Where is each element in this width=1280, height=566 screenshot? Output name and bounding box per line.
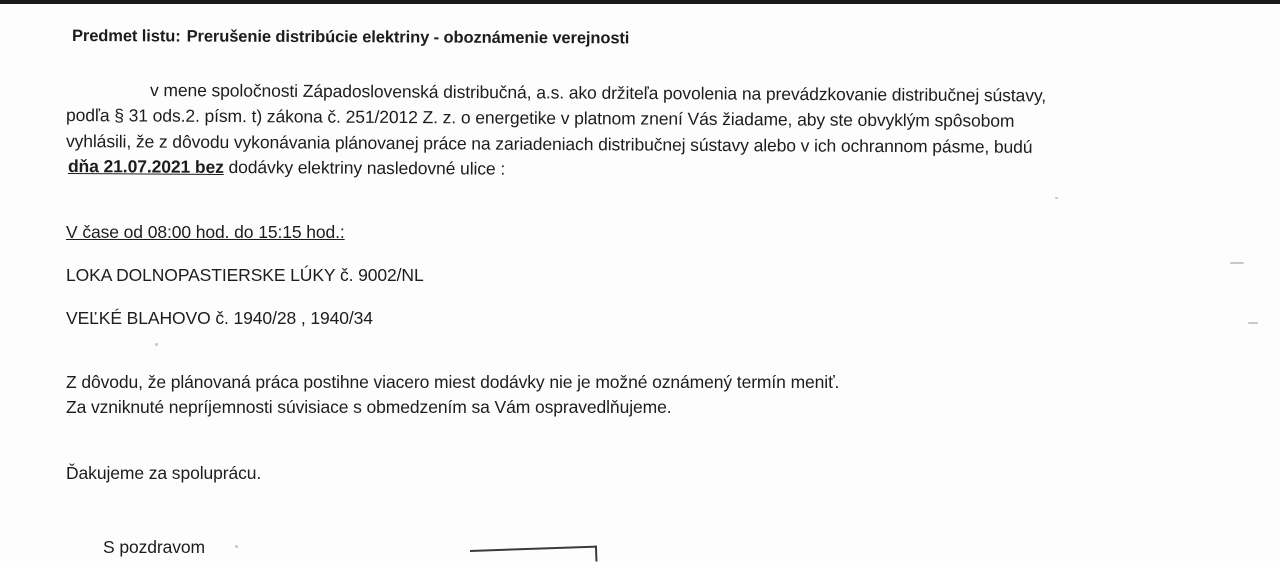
scan-speck — [1230, 262, 1244, 264]
regards-line: S pozdravom — [103, 537, 206, 557]
scan-speck — [1055, 197, 1058, 199]
body-line-2: podľa § 31 ods.2. písm. t) zákona č. 251/2012 Z. z. o energetike v platnom znení Vás žiadame, aby ste obvyklým spôsobom — [65, 105, 1015, 131]
scan-speck — [235, 545, 238, 548]
closing-line-2: Za vzniknuté nepríjemnosti súvisiace s obmedzením sa Vám ospravedlňujeme. — [66, 397, 672, 417]
subject-text: Prerušenie distribúcie elektriny - oboznámenie verejnosti — [186, 27, 630, 48]
body-line-3: vyhlásili, že z dôvodu vykonávania plánovanej práce na zariadeniach distribučnej sústavy alebo v ich ochrannom pásme, budú — [65, 131, 1033, 157]
body-line-1: v mene spoločnosti Západoslovenská distribučná, a.s. ako držiteľa povolenia na prevádzkovanie distribučnej sústavy, — [149, 80, 1047, 106]
scan-speck — [1248, 322, 1258, 324]
street-item: VEĽKÉ BLAHOVO č. 1940/28 , 1940/34 — [66, 308, 373, 328]
thanks-line: Ďakujeme za spoluprácu. — [66, 463, 262, 483]
body-line-4-rest: dodávky elektriny nasledovné ulice : — [223, 156, 506, 179]
subject-label: Predmet listu: — [71, 27, 181, 46]
scan-top-edge — [0, 0, 1280, 4]
stamp-edge — [470, 546, 597, 566]
street-item: LOKA DOLNOPASTIERSKE LÚKY č. 9002/NL — [66, 265, 424, 285]
body-line-4 — [68, 155, 505, 180]
outage-date: dňa 21.07.2021 bez — [67, 156, 224, 177]
letter-subject — [72, 25, 629, 49]
scan-speck — [155, 343, 158, 346]
outage-time-window: V čase od 08:00 hod. do 15:15 hod.: — [66, 222, 345, 242]
closing-line-1: Z dôvodu, že plánovaná práca postihne viacero miest dodávky nie je možné oznámený termín meniť. — [66, 372, 840, 392]
